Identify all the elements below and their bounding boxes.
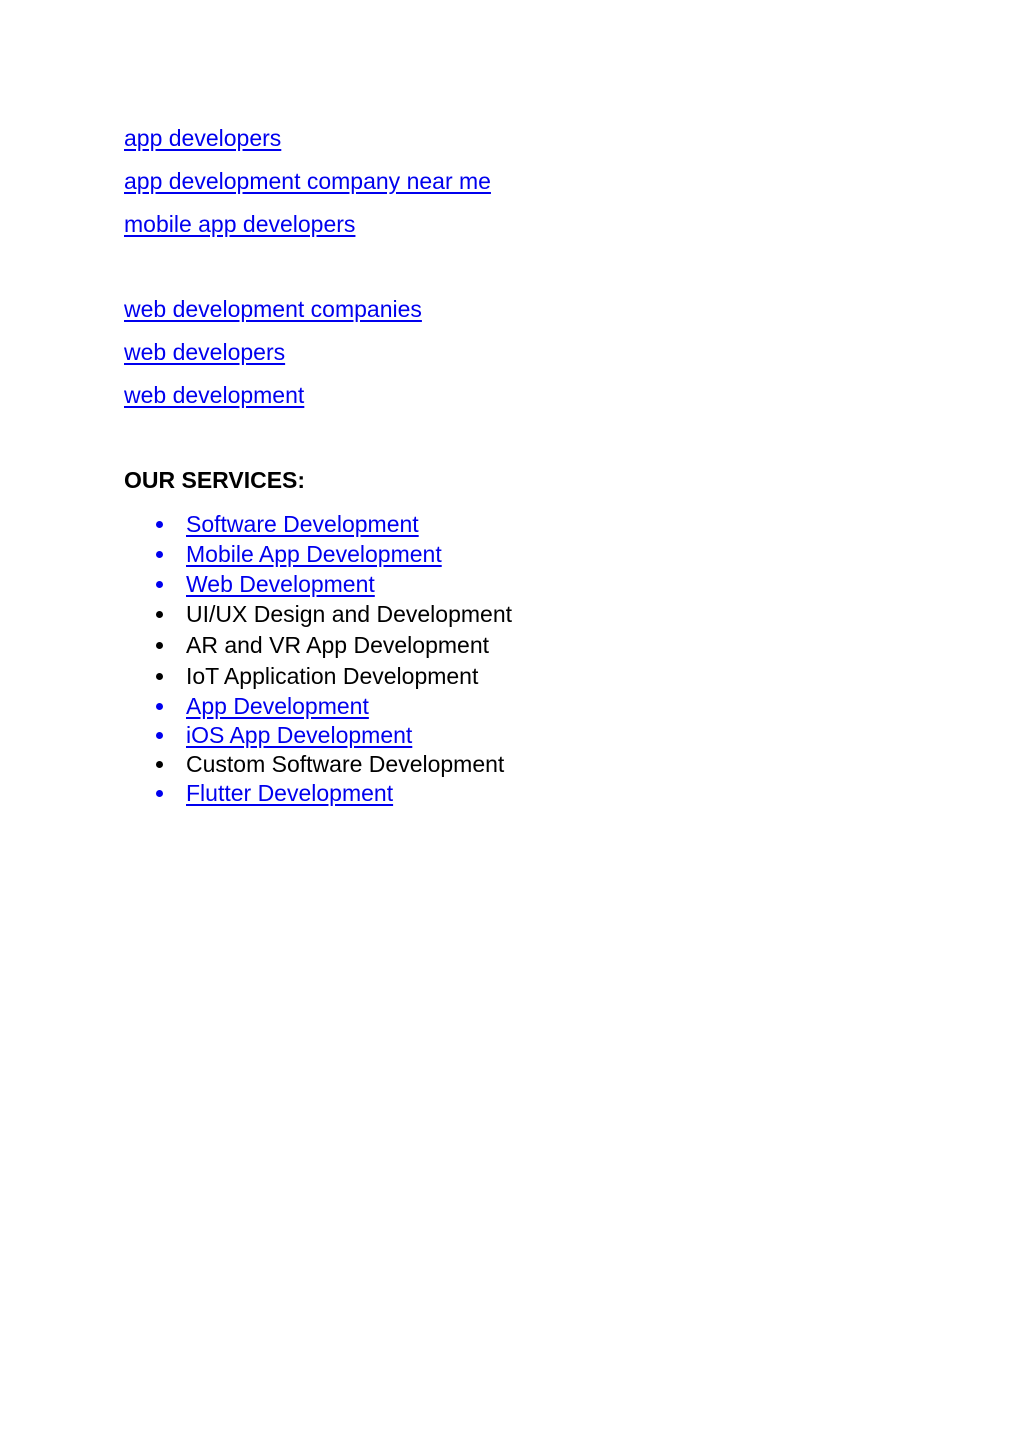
link-web-development-companies[interactable]: web development companies (124, 296, 422, 322)
service-list-item (0, 720, 700, 750)
service-list-item (0, 630, 700, 660)
service-label: UI/UX Design and Development (186, 601, 512, 627)
link-web-development[interactable]: web development (124, 382, 305, 408)
bullet-icon (156, 732, 163, 739)
service-label[interactable]: Flutter Development (186, 780, 394, 806)
service-label[interactable]: Mobile App Development (186, 541, 442, 567)
bullet-icon (156, 673, 163, 680)
service-label: Custom Software Development (186, 751, 505, 777)
services-heading: OUR SERVICES: (124, 467, 306, 493)
link-app-development-company-near-me[interactable]: app development company near me (124, 168, 491, 194)
bullet-icon (156, 581, 163, 588)
link-mobile-app-developers[interactable]: mobile app developers (124, 211, 356, 237)
service-label[interactable]: iOS App Development (186, 722, 413, 748)
bullet-icon (156, 611, 163, 618)
service-list-item (0, 539, 700, 569)
service-label: IoT Application Development (186, 663, 479, 689)
service-list-item (0, 661, 700, 691)
service-label[interactable]: Software Development (186, 511, 419, 537)
bullet-icon (156, 642, 163, 649)
service-list-item (0, 509, 700, 539)
bullet-icon (156, 761, 163, 768)
service-list-item (0, 749, 700, 779)
service-list-item (0, 778, 700, 808)
service-list-item (0, 569, 700, 599)
link-web-developers[interactable]: web developers (124, 339, 286, 365)
bullet-icon (156, 551, 163, 558)
service-label: AR and VR App Development (186, 632, 490, 658)
service-list-item (0, 691, 700, 721)
link-app-developers[interactable]: app developers (124, 125, 282, 151)
bullet-icon (156, 521, 163, 528)
service-label[interactable]: App Development (186, 693, 369, 719)
bullet-icon (156, 703, 163, 710)
bullet-icon (156, 790, 163, 797)
service-list-item (0, 599, 700, 629)
service-label[interactable]: Web Development (186, 571, 375, 597)
